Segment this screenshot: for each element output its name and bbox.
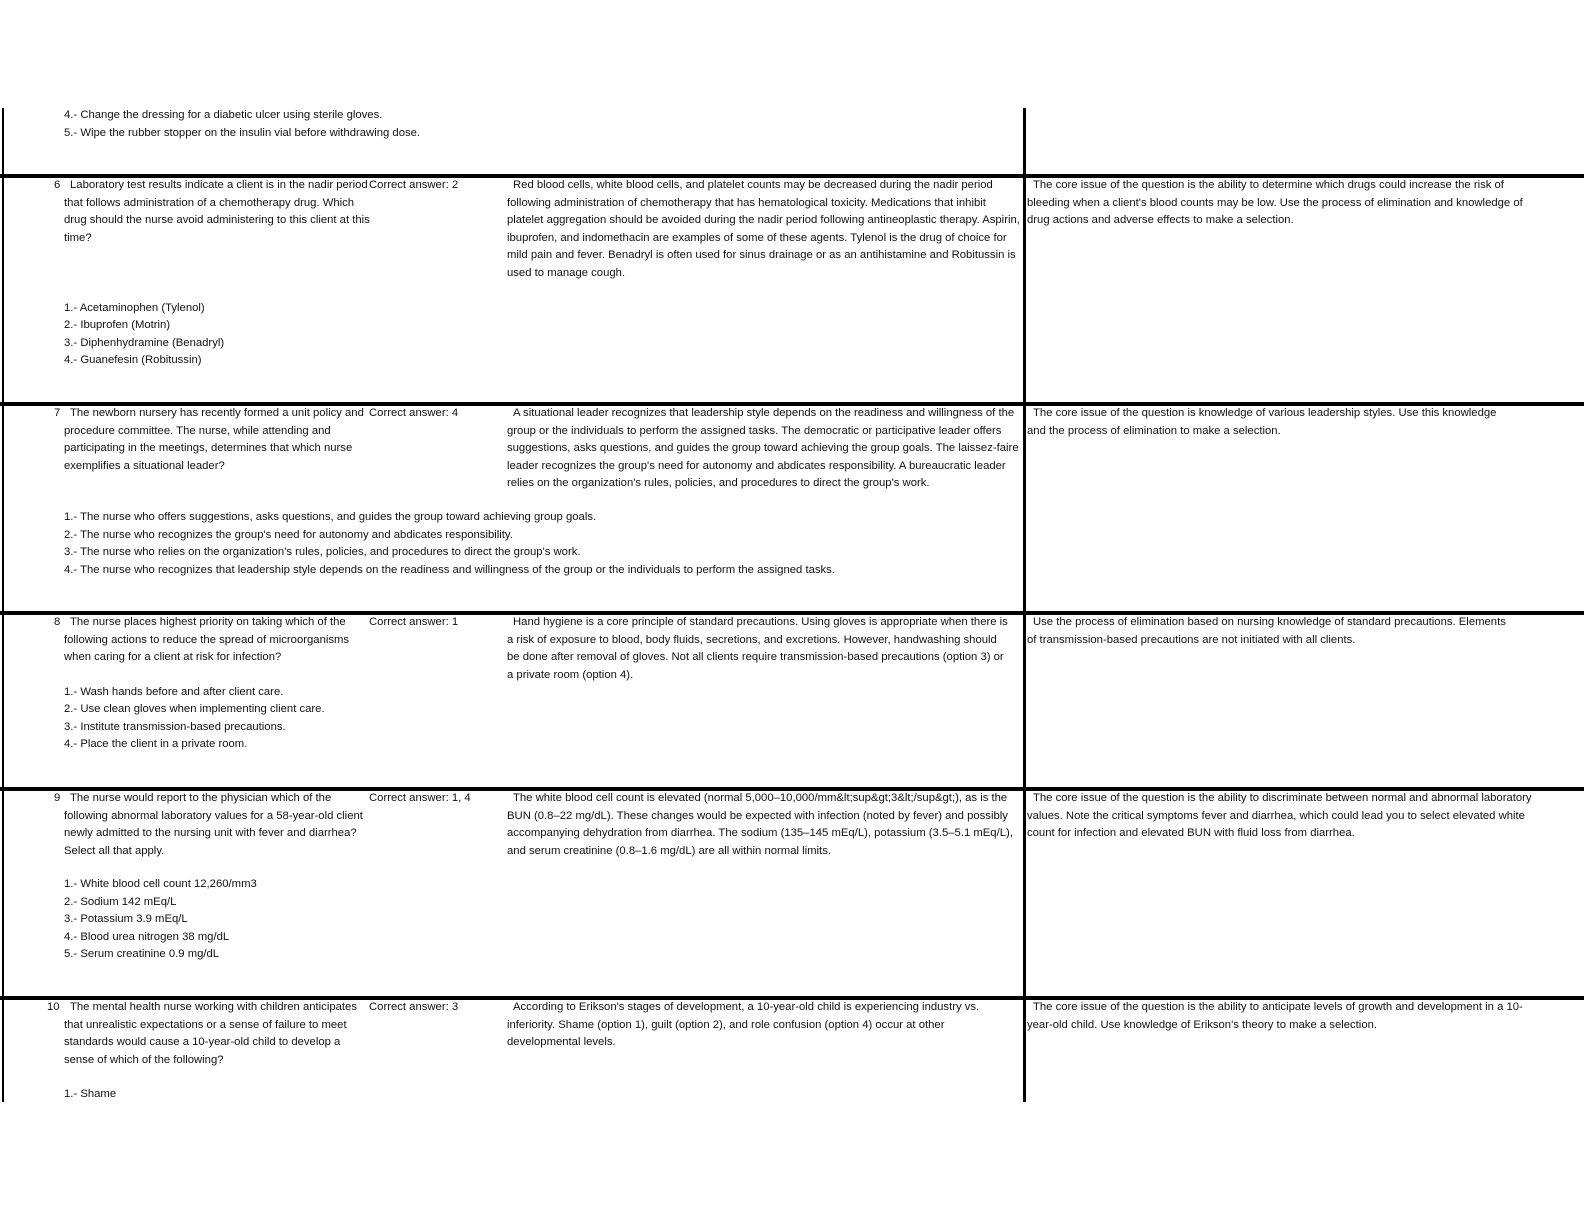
option: 1.- Wash hands before and after client care. <box>64 686 284 698</box>
question-table <box>0 108 1584 1132</box>
option: 3.- The nurse who relies on the organization's rules, policies, and procedures to direct the group's work. <box>64 546 581 558</box>
option: 3.- Diphenhydramine (Benadryl) <box>64 337 225 349</box>
option: 5.- Wipe the rubber stopper on the insulin vial before withdrawing dose. <box>64 127 421 139</box>
option: 2.- Sodium 142 mEq/L <box>64 896 177 908</box>
option: 4.- Place the client in a private room. <box>64 738 248 750</box>
correct-answer: Correct answer: 1 <box>369 616 459 628</box>
rationale: The white blood cell count is elevated (normal 5,000–10,000/mm&lt;sup&gt;3&lt;/sup&gt;), as is the BUN (0.8–22 mg/dL). These changes would be expected with infection (noted by fever) and possibly accompanying dehydration from diarrhea. The sodium (135–145 mEq/L), potassium (3.5–5.1 mEq/L), and serum creatinine (0.8–1.6 mg/dL) are all within normal limits. <box>507 792 1013 857</box>
question-number: 9 <box>54 792 61 804</box>
question-number: 7 <box>54 407 61 419</box>
test-strategy: The core issue of the question is the ability to discriminate between normal and abnormal laboratory values. Note the critical symptoms fever and diarrhea, which could lead you to select elevated white count for infection and elevated BUN with fluid loss from diarrhea. <box>1027 792 1532 840</box>
option: 1.- Acetaminophen (Tylenol) <box>64 302 205 314</box>
test-strategy: The core issue of the question is the ability to determine which drugs could increase the risk of bleeding when a client's blood counts may be low. Use the process of elimination and knowledge of drug actions and adverse effects to make a selection. <box>1027 179 1523 227</box>
option: 1.- Shame <box>64 1088 117 1100</box>
column-divider <box>1023 108 1026 1102</box>
rationale: A situational leader recognizes that leadership style depends on the readiness and willingness of the group or the individuals to perform the assigned tasks. The democratic or participative leader offers suggestions, asks questions, and guides the group toward achieving the group goals. The laissez-faire leader recognizes the group's need for autonomy and abdicates responsibility. A bureaucratic leader relies on the organization's rules, policies, and procedures to direct the group's work. <box>507 407 1019 490</box>
question-number: 6 <box>54 179 61 191</box>
option: 2.- Ibuprofen (Motrin) <box>64 319 171 331</box>
rationale: According to Erikson's stages of development, a 10-year-old child is experiencing industry vs. inferiority. Shame (option 1), guilt (option 2), and role confusion (option 4) occur at other developmental levels. <box>507 1001 980 1049</box>
question-stem: The nurse places highest priority on taking which of the following actions to reduce the spread of microorganisms when caring for a client at risk for infection? <box>64 616 350 664</box>
question-stem: The nurse would report to the physician which of the following abnormal laboratory values for a 58-year-old client newly admitted to the nursing unit with fever and diarrhea? Select all that apply. <box>64 792 363 857</box>
option: 4.- Change the dressing for a diabetic ulcer using sterile gloves. <box>64 109 383 121</box>
question-stem: The newborn nursery has recently formed a unit policy and procedure committee. The nurse, while attending and participating in the meetings, determines that which nurse exemplifies a situational leader? <box>64 407 364 472</box>
correct-answer: Correct answer: 2 <box>369 179 459 191</box>
question-number: 8 <box>54 616 61 628</box>
rationale: Red blood cells, white blood cells, and platelet counts may be decreased during the nadir period following administration of chemotherapy that has hematological toxicity. Medications that inhibit platelet aggregation should be avoided during the nadir period following antineoplastic therapy. Aspirin, ibuprofen, and indomethacin are examples of some of these agents. Tylenol is the drug of choice for mild pain and fever. Benadryl is often used for sinus drainage or as an antihistamine and Robitussin is used to manage cough. <box>507 179 1020 279</box>
option: 3.- Potassium 3.9 mEq/L <box>64 913 188 925</box>
correct-answer: Correct answer: 1, 4 <box>369 792 471 804</box>
option: 1.- The nurse who offers suggestions, asks questions, and guides the group toward achieving group goals. <box>64 511 597 523</box>
test-strategy: The core issue of the question is the ability to anticipate levels of growth and development in a 10-year-old child. Use knowledge of Erikson's theory to make a selection. <box>1027 1001 1523 1031</box>
left-border <box>2 108 4 1102</box>
option: 4.- Blood urea nitrogen 38 mg/dL <box>64 931 230 943</box>
correct-answer: Correct answer: 4 <box>369 407 459 419</box>
option: 3.- Institute transmission-based precautions. <box>64 721 286 733</box>
test-strategy: Use the process of elimination based on nursing knowledge of standard precautions. Elements of transmission-based precautions are not initiated with all clients. <box>1027 616 1506 646</box>
option: 2.- The nurse who recognizes the group's need for autonomy and abdicates responsibility. <box>64 529 513 541</box>
question-stem: The mental health nurse working with children anticipates that unrealistic expectations or a sense of failure to meet standards would cause a 10-year-old child to develop a sense of which of the following? <box>64 1001 357 1066</box>
test-strategy: The core issue of the question is knowledge of various leadership styles. Use this knowledge and the process of elimination to make a selection. <box>1027 407 1497 437</box>
rationale: Hand hygiene is a core principle of standard precautions. Using gloves is appropriate when there is a risk of exposure to blood, body fluids, secretions, and excretions. However, handwashing should be done after removal of gloves. Not all clients require transmission-based precautions (option 3) or a private room (option 4). <box>507 616 1008 681</box>
question-number: 10 <box>47 1001 60 1013</box>
option: 2.- Use clean gloves when implementing client care. <box>64 703 325 715</box>
option: 4.- Guanefesin (Robitussin) <box>64 354 202 366</box>
question-stem: Laboratory test results indicate a client is in the nadir period that follows administration of a chemotherapy drug. Which drug should the nurse avoid administering to this client at this time? <box>64 179 370 244</box>
correct-answer: Correct answer: 3 <box>369 1001 459 1013</box>
option: 4.- The nurse who recognizes that leadership style depends on the readiness and willingness of the group or the individuals to perform the assigned tasks. <box>64 564 835 576</box>
option: 5.- Serum creatinine 0.9 mg/dL <box>64 948 220 960</box>
option: 1.- White blood cell count 12,260/mm3 <box>64 878 257 890</box>
